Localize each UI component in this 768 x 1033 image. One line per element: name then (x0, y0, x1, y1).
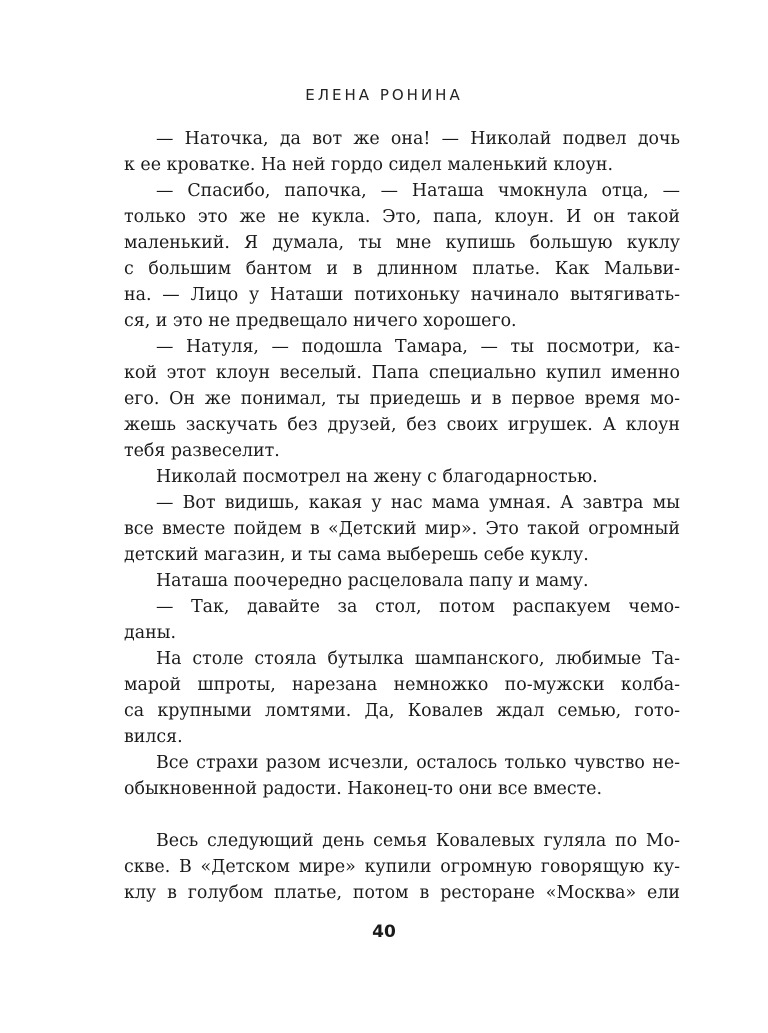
text-line: с большим бантом и в длинном платье. Как Мальви- (124, 259, 680, 279)
text-line: Все страхи разом исчезли, осталось только чувство не- (156, 753, 680, 773)
text-line: Наташа поочередно расцеловала папу и маму. (156, 571, 589, 591)
text-line: к ее кроватке. На ней гордо сидел маленький клоун. (124, 155, 613, 175)
text-line: са крупными ломтями. Да, Ковалев ждал семью, гото- (124, 701, 680, 721)
running-head: ЕЛЕНА РОНИНА (305, 86, 463, 104)
text-line: детский магазин, и ты сама выберешь себе куклу. (124, 545, 589, 565)
text-line: марой шпроты, нарезана немножко по-мужски колба- (124, 675, 680, 695)
text-line: даны. (124, 623, 177, 643)
paragraph-gap (124, 802, 680, 828)
text-line: Николай посмотрел на жену с благодарностью. (156, 467, 598, 487)
text-line: обыкновенной радости. Наконец-то они все вместе. (124, 779, 603, 799)
text-line: тебя развеселит. (124, 441, 280, 461)
text-line: кой этот клоун веселый. Папа специально купил именно (124, 363, 680, 383)
text-line: — Натуля, — подошла Тамара, — ты посмотри, ка- (156, 337, 680, 357)
body-text (124, 126, 680, 906)
text-line: вился. (124, 727, 183, 747)
text-line: — Спасибо, папочка, — Наташа чмокнула отца, — (156, 181, 680, 201)
text-line: На столе стояла бутылка шампанского, любимые Та- (156, 649, 680, 669)
text-line: его. Он же понимал, ты приедешь и в первое время мо- (124, 389, 680, 409)
text-line: жешь заскучать без друзей, без своих игрушек. А клоун (124, 415, 680, 435)
page-number: 40 (372, 922, 396, 942)
text-line: — Так, давайте за стол, потом распакуем чемо- (156, 597, 680, 617)
text-line: — Наточка, да вот же она! — Николай подвел дочь (156, 129, 680, 149)
text-line: клу в голубом платье, потом в ресторане «Москва» ели (124, 883, 680, 903)
text-line: — Вот видишь, какая у нас мама умная. А завтра мы (156, 493, 680, 513)
text-line: на. — Лицо у Наташи потихоньку начинало вытягивать- (124, 285, 680, 305)
text-line: Весь следующий день семья Ковалевых гуляла по Мо- (156, 831, 680, 851)
text-line: ся, и это не предвещало ничего хорошего. (124, 311, 517, 331)
text-line: только это же не кукла. Это, папа, клоун. И он такой (124, 207, 680, 227)
text-line: скве. В «Детском мире» купили огромную говорящую ку- (124, 857, 680, 877)
text-line: маленький. Я думала, ты мне купишь большую куклу (124, 233, 680, 253)
text-line: все вместе пойдем в «Детский мир». Это такой огромный (124, 519, 680, 539)
